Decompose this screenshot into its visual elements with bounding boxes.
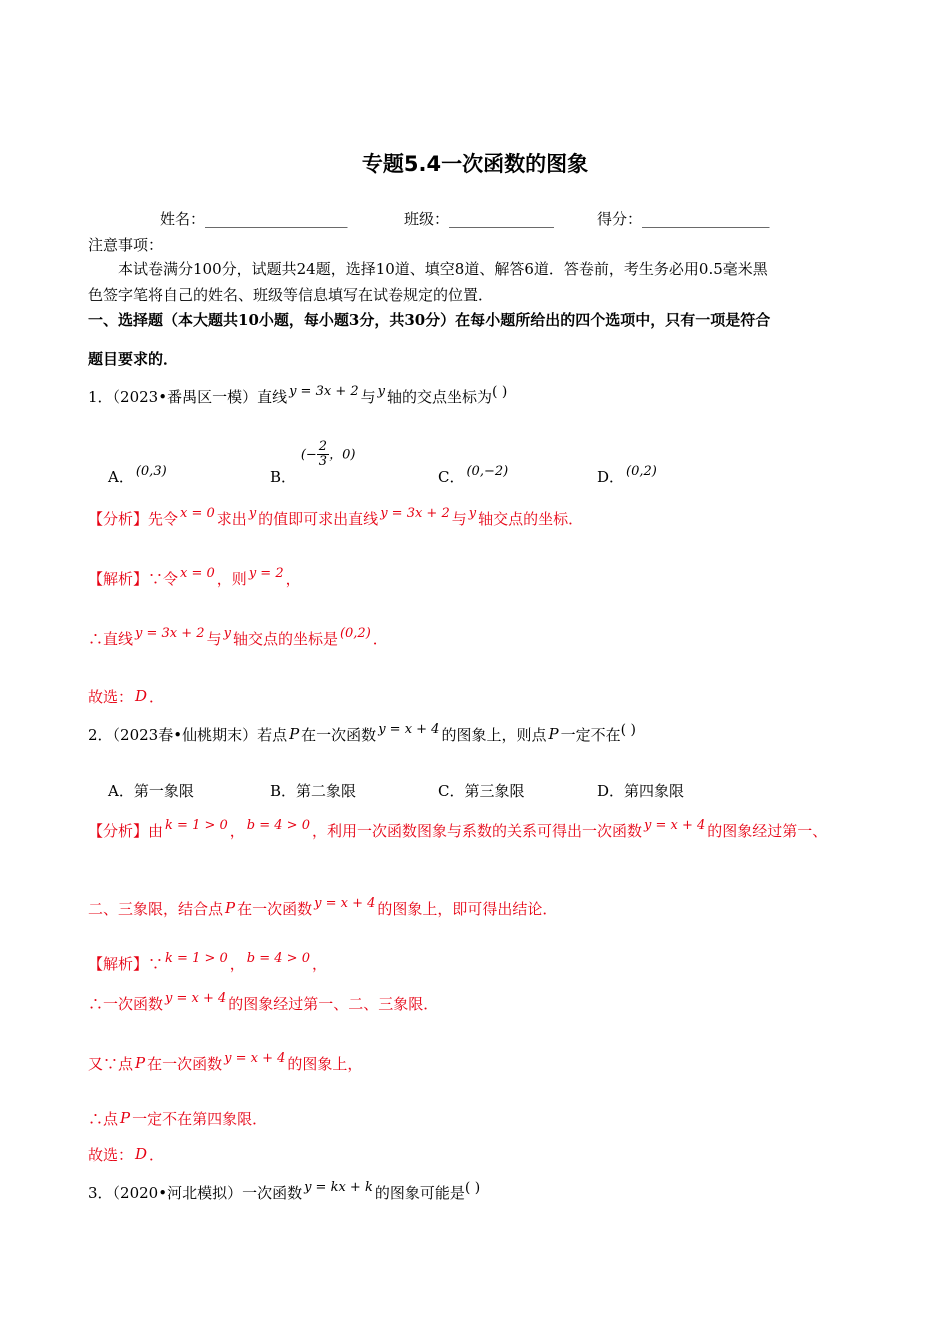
name-blank: ___________________ (205, 210, 348, 228)
q1-number: 1． (88, 388, 113, 406)
q1-solution-line2 (88, 626, 388, 649)
point-p: P (225, 899, 236, 917)
option-label: B． (270, 782, 297, 800)
equation: x = 0 (180, 506, 215, 521)
section1-line1: 一、选择题（本大题共10小题，每小题3分，共30分）在每小题所给出的四个选项中，只有一项是符合 (88, 311, 771, 329)
notice-line1: 本试卷满分100分，试题共24题，选择10道、填空8道、解答6道．答卷前，考生务必用0.5毫米黑 (118, 260, 768, 278)
score-field[interactable] (597, 210, 770, 228)
q1-option-a[interactable] (108, 464, 169, 487)
q2-solution-line2 (88, 991, 439, 1014)
q2-option-c[interactable] (438, 782, 525, 800)
fraction-denominator: 3 (318, 454, 328, 470)
q1-option-c[interactable] (438, 464, 510, 487)
equation: y = x + 4 (224, 1051, 286, 1066)
text: 的图象可能是 (374, 1184, 465, 1202)
option-label: C． (438, 782, 465, 800)
page-title: 专题5.4一次函数的图象 (361, 152, 589, 176)
option-label: C． (438, 468, 465, 486)
point-p: P (289, 725, 300, 743)
variable: y (468, 506, 477, 521)
text: ，则 (216, 570, 247, 588)
option-label: A． (108, 782, 134, 800)
text: ， (311, 955, 327, 973)
text: ． (149, 688, 165, 706)
score-label: 得分： (597, 210, 643, 228)
q2-source: （2023春•仙桃期末）若点 (112, 726, 288, 744)
option-label: B． (270, 468, 297, 486)
choice-value: D (135, 687, 148, 705)
text: 的图象上，则点 (441, 726, 547, 744)
question-3 (88, 1180, 481, 1203)
text: 先令 (148, 510, 179, 528)
text: ． (372, 630, 388, 648)
q3-number: 3． (88, 1184, 113, 1202)
text: 的图象经过第一、二、三象限． (228, 995, 439, 1013)
variable: y (223, 626, 231, 641)
option-value (301, 440, 356, 470)
q3-answer-paren[interactable]: ( ) (464, 1180, 481, 1196)
text: 二、三象限，结合点 (88, 900, 224, 918)
point-p: P (120, 1109, 131, 1127)
q1-tail: 轴的交点坐标为 (387, 388, 493, 406)
q1-y: y (377, 384, 385, 399)
equation: k = 1 > 0 (165, 818, 228, 833)
option-label: D． (597, 782, 625, 800)
choice-label: 故选： (88, 688, 134, 706)
question-2 (88, 722, 636, 745)
q1-choice (88, 688, 164, 706)
equation: y = 3x + 2 (135, 626, 205, 641)
frac-suffix: ，0) (329, 447, 356, 463)
equation: b = 4 > 0 (246, 951, 310, 966)
text: ， (229, 822, 245, 840)
q1-option-d[interactable] (597, 464, 659, 487)
text: 与 (451, 510, 467, 528)
solution-tag: 【解析】 (88, 955, 149, 973)
point-p: P (135, 1054, 146, 1072)
point: (0,2) (339, 626, 371, 641)
name-label: 姓名： (160, 210, 206, 228)
option-value: (0,−2) (466, 464, 509, 479)
equation: b = 4 > 0 (246, 818, 310, 833)
text: 轴交点的坐标． (478, 510, 584, 528)
option-value: 第一象限 (133, 782, 194, 800)
text: 的图象上，即可得出结论． (377, 900, 558, 918)
name-field[interactable] (160, 210, 348, 228)
text: ，利用一次函数图象与系数的关系可得出一次函数 (311, 822, 642, 840)
option-label: A． (108, 468, 134, 486)
notice-line2: 色签字笔将自己的姓名、班级等信息填写在试卷规定的位置． (88, 286, 494, 304)
point-p: P (548, 725, 559, 743)
option-value: (0,2) (626, 464, 657, 479)
q1-text: 与 (360, 388, 376, 406)
text: 一定不在第四象限． (132, 1110, 268, 1128)
option-value: 第二象限 (296, 782, 357, 800)
solution-tag: 【解析】 (88, 570, 149, 588)
q2-analysis-line2 (88, 896, 558, 919)
option-value: (0,3) (135, 464, 167, 479)
equation: y = 2 (248, 566, 284, 581)
class-field[interactable] (404, 210, 554, 228)
text: 与 (206, 630, 222, 648)
choice-value: D (135, 1145, 148, 1163)
text: 一定不在 (560, 726, 621, 744)
q1-option-b[interactable] (270, 439, 356, 486)
equation: y = x + 4 (314, 896, 376, 911)
section1-line2: 题目要求的． (88, 350, 179, 368)
q1-equation: y = 3x + 2 (289, 384, 359, 399)
text: 又∵点 (88, 1055, 134, 1073)
text: ， (285, 570, 301, 588)
q2-choice (88, 1146, 164, 1164)
q2-solution (88, 951, 327, 974)
q2-analysis (88, 818, 828, 841)
q1-solution (88, 566, 301, 589)
text: 在一次函数 (301, 726, 377, 744)
text: 由 (148, 822, 164, 840)
frac-prefix: (− (300, 447, 317, 463)
text: 的图象经过第一、 (707, 822, 828, 840)
text: ∵ (148, 955, 164, 973)
question-1 (88, 384, 508, 407)
text: ∵令 (148, 570, 179, 588)
equation: y = x + 4 (643, 818, 706, 833)
class-label: 班级： (404, 210, 450, 228)
text: 在一次函数 (147, 1055, 223, 1073)
choice-label: 故选： (88, 1146, 134, 1164)
q2-option-a[interactable] (108, 782, 194, 800)
text: ∴点 (88, 1110, 119, 1128)
variable: y (248, 506, 257, 521)
text: 的图象上， (287, 1055, 363, 1073)
fraction (317, 440, 329, 470)
q1-analysis (88, 506, 584, 529)
q1-answer-paren[interactable]: ( ) (492, 384, 508, 400)
text: 的值即可求出直线 (258, 510, 379, 528)
equation: y = 3x + 2 (380, 506, 450, 521)
q3-source: （2020•河北模拟）一次函数 (112, 1184, 303, 1202)
option-label: D． (597, 468, 625, 486)
text: ∴一次函数 (88, 995, 164, 1013)
text: ∴直线 (88, 630, 134, 648)
fraction-numerator: 2 (318, 439, 328, 454)
text: 轴交点的坐标是 (232, 630, 338, 648)
q1-source: （2023•番禺区一模）直线 (112, 388, 288, 406)
option-value: 第三象限 (464, 782, 525, 800)
class-blank: ______________ (449, 210, 555, 228)
equation: y = x + 4 (378, 722, 440, 737)
equation: y = kx + k (304, 1180, 373, 1195)
equation: x = 0 (180, 566, 215, 581)
q2-option-b[interactable] (270, 782, 356, 800)
notice-heading: 注意事项： (88, 236, 164, 254)
text: ． (149, 1146, 165, 1164)
analysis-tag: 【分析】 (88, 822, 149, 840)
score-blank: _________________ (642, 210, 770, 228)
q2-answer-paren[interactable]: ( ) (620, 722, 636, 738)
text: ， (229, 955, 245, 973)
option-value: 第四象限 (624, 782, 685, 800)
q2-option-d[interactable] (597, 782, 684, 800)
q2-number: 2． (88, 726, 113, 744)
text: 在一次函数 (237, 900, 313, 918)
analysis-tag: 【分析】 (88, 510, 149, 528)
equation: k = 1 > 0 (165, 951, 228, 966)
text: 求出 (216, 510, 247, 528)
q2-solution-line4 (88, 1110, 267, 1128)
q2-solution-line3 (88, 1051, 363, 1074)
equation: y = x + 4 (165, 991, 227, 1006)
